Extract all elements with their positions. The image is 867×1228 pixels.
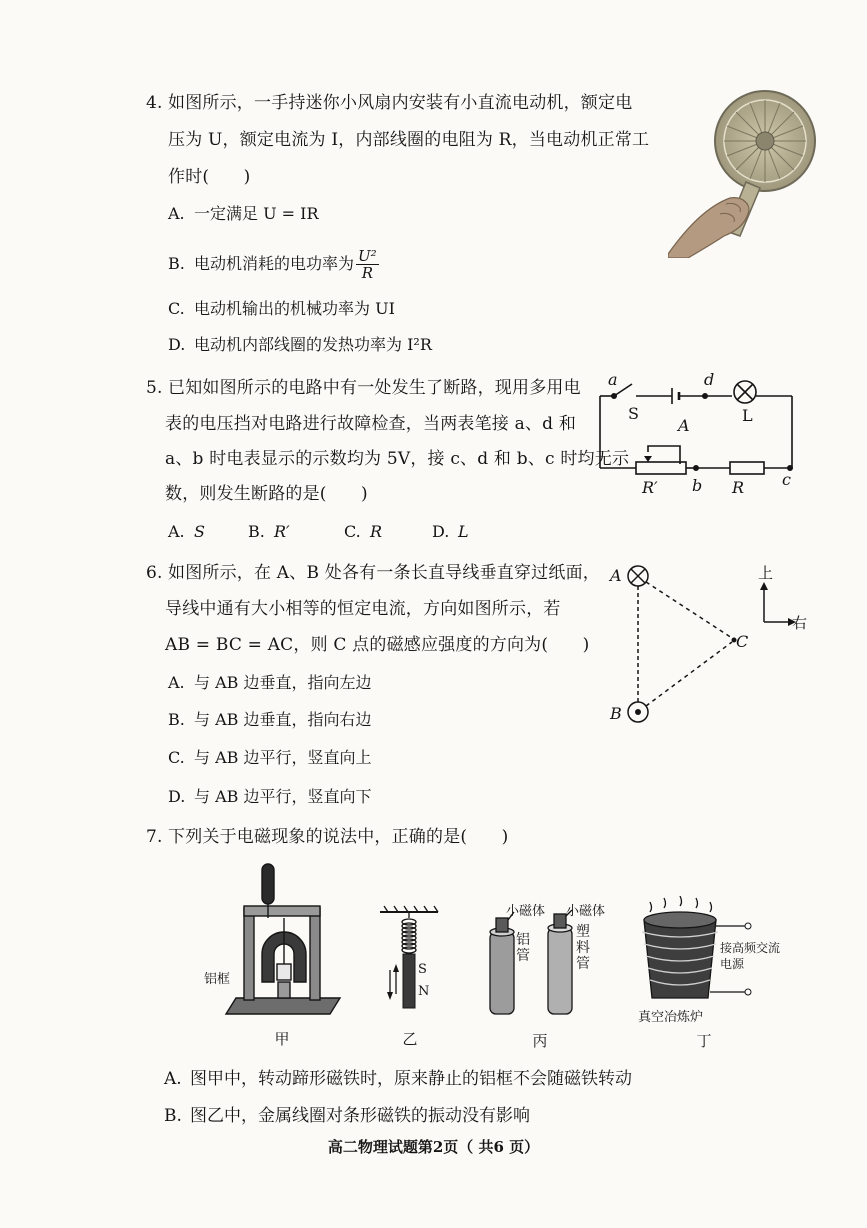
circuit-label-d: d [704, 370, 715, 389]
q5-line-1: 5. 已知如图所示的电路中有一处发生了断路，现用多用电 [146, 378, 581, 398]
axis-label-right: 右 [792, 614, 808, 632]
figure-bing [480, 898, 630, 1048]
q6-number: 6. [146, 563, 163, 583]
circuit-label-r: R [732, 478, 745, 497]
circuit-label-b: b [692, 476, 703, 495]
bing-label-magnet-1: 小磁体 [506, 904, 546, 919]
q6-line-3: AB = BC = AC，则 C 点的磁感应强度的方向为( ) [165, 635, 590, 655]
ding-label-power: 接高频交流电源 [720, 941, 781, 971]
q7-number: 7. [146, 827, 163, 847]
wires-triangle-diagram [604, 560, 810, 730]
handheld-fan-figure [668, 86, 818, 258]
q6-line-2: 导线中通有大小相等的恒定电流，方向如图所示，若 [165, 599, 561, 619]
circuit-label-s: S [628, 404, 639, 423]
q5-option-d: D. L [432, 522, 469, 541]
circuit-label-c: c [782, 470, 791, 489]
q6-option-b: B. 与 AB 边垂直，指向右边 [168, 710, 372, 729]
circuit-label-l: L [742, 406, 753, 425]
point-label-b: B [610, 704, 622, 723]
q5-line-4: 数，则发生断路的是( ) [165, 484, 368, 504]
figure-yi [376, 904, 446, 1048]
q4-fraction: $\frac{\text{U²}}{R}$ [358, 247, 377, 282]
point-label-a: A [610, 566, 622, 585]
page-footer: 高二物理试题第2页（ 共6 页） [327, 1138, 540, 1156]
bing-caption: 丙 [532, 1032, 548, 1050]
q4-option-c: C. 电动机输出的机械功率为 UI [168, 299, 395, 318]
q6-option-c: C. 与 AB 边平行，竖直向上 [168, 748, 372, 767]
yi-caption: 乙 [402, 1030, 418, 1048]
ding-caption: 丁 [696, 1032, 712, 1050]
bing-label-plastic-tube: 塑料管 [576, 924, 590, 972]
jia-label-aluminum-frame: 铝框 [204, 972, 231, 987]
yi-label-s: S [418, 962, 427, 977]
q5-option-b: B. R′ [248, 522, 290, 541]
q6-option-d: D. 与 AB 边平行，竖直向下 [168, 787, 372, 806]
circuit-label-a: a [608, 370, 618, 389]
q5-line-2: 表的电压挡对电路进行故障检查，当两表笔接 a、d 和 [165, 414, 577, 434]
q6-option-a: A. 与 AB 边垂直，指向左边 [168, 673, 372, 692]
figure-ding [634, 896, 784, 1048]
q5-number: 5. [146, 378, 163, 398]
q4-line-1: 4. 如图所示，一手持迷你小风扇内安装有小直流电动机，额定电 [146, 93, 633, 113]
q4-option-b: B. 电动机消耗的电功率为 $\frac{\text{U²}}{R}$ [168, 247, 377, 282]
circuit-label-ammeter: A [678, 416, 690, 435]
q4-line-3: 作时( ) [168, 167, 251, 187]
axis-label-up: 上 [758, 564, 774, 582]
q4-line-2: 压为 U，额定电流为 I，内部线圈的电阻为 R，当电动机正常工 [168, 130, 650, 150]
point-label-c: C [736, 632, 749, 651]
q7-line-1: 7. 下列关于电磁现象的说法中，正确的是( ) [146, 827, 509, 847]
circuit-label-rheostat: R′ [642, 478, 658, 497]
q5-option-c: C. R [344, 522, 383, 541]
q4-option-d: D. 电动机内部线圈的发热功率为 I²R [168, 335, 432, 354]
q4-option-a: A. 一定满足 U = IR [168, 204, 319, 223]
bing-label-aluminum-tube: 铝管 [516, 932, 530, 964]
q6-line-1: 6. 如图所示，在 A、B 处各有一条长直导线垂直穿过纸面， [146, 563, 600, 583]
figure-jia [200, 858, 350, 1048]
bing-label-magnet-2: 小磁体 [566, 904, 606, 919]
jia-caption: 甲 [274, 1030, 290, 1048]
q4-number: 4. [146, 93, 163, 113]
q5-option-a: A. S [168, 522, 205, 541]
q7-option-a: A. 图甲中，转动蹄形磁铁时，原来静止的铝框不会随磁铁转动 [164, 1069, 632, 1089]
q5-line-3: a、b 时电表显示的示数均为 5V，接 c、d 和 b、c 时均无示 [165, 449, 630, 469]
q7-option-b: B. 图乙中，金属线圈对条形磁铁的振动没有影响 [164, 1106, 530, 1126]
circuit-diagram [592, 372, 802, 504]
ding-label-furnace: 真空冶炼炉 [638, 1010, 704, 1025]
yi-label-n: N [418, 984, 430, 999]
